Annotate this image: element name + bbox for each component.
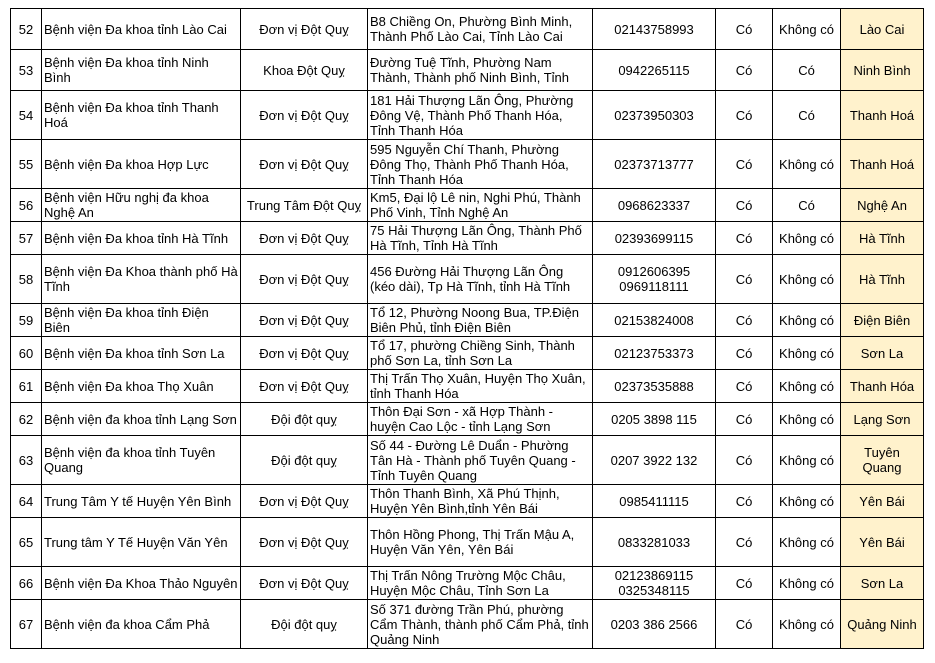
cell-col7: Không có bbox=[773, 518, 841, 567]
table-row bbox=[11, 485, 924, 518]
cell-no: 55 bbox=[11, 140, 42, 189]
cell-province: Thanh Hóa bbox=[841, 370, 924, 403]
cell-hospital-name: Trung tâm Y Tế Huyện Văn Yên bbox=[42, 518, 241, 567]
cell-hospital-name: Bệnh viện đa khoa tỉnh Tuyên Quang bbox=[42, 436, 241, 485]
cell-col6: Có bbox=[716, 403, 773, 436]
table-row bbox=[11, 403, 924, 436]
cell-hospital-name: Bệnh viện Đa khoa tỉnh Sơn La bbox=[42, 337, 241, 370]
cell-unit: Đơn vị Đột Quỵ bbox=[241, 485, 368, 518]
cell-col7: Không có bbox=[773, 304, 841, 337]
table-row bbox=[11, 304, 924, 337]
cell-phone: 02153824008 bbox=[593, 304, 716, 337]
cell-unit: Đội đột quỵ bbox=[241, 600, 368, 649]
cell-unit: Trung Tâm Đột Quỵ bbox=[241, 189, 368, 222]
table-row bbox=[11, 370, 924, 403]
cell-no: 64 bbox=[11, 485, 42, 518]
cell-address: Thôn Đại Sơn - xã Hợp Thành - huyện Cao Lộc - tỉnh Lạng Sơn bbox=[368, 403, 593, 436]
cell-address: Số 371 đường Trần Phú, phường Cẩm Thành, thành phố Cẩm Phả, tỉnh Quảng Ninh bbox=[368, 600, 593, 649]
cell-col6: Có bbox=[716, 255, 773, 304]
cell-col6: Có bbox=[716, 140, 773, 189]
cell-col7: Không có bbox=[773, 370, 841, 403]
table-row bbox=[11, 140, 924, 189]
cell-col7: Không có bbox=[773, 140, 841, 189]
cell-unit: Đơn vị Đột Quỵ bbox=[241, 9, 368, 50]
cell-province: Điện Biên bbox=[841, 304, 924, 337]
cell-col6: Có bbox=[716, 304, 773, 337]
table-row bbox=[11, 337, 924, 370]
cell-col6: Có bbox=[716, 50, 773, 91]
cell-phone: 0205 3898 115 bbox=[593, 403, 716, 436]
cell-col7: Không có bbox=[773, 337, 841, 370]
cell-hospital-name: Bệnh viện Đa khoa tỉnh Lào Cai bbox=[42, 9, 241, 50]
cell-province: Quảng Ninh bbox=[841, 600, 924, 649]
cell-col7: Có bbox=[773, 50, 841, 91]
cell-col6: Có bbox=[716, 9, 773, 50]
table-row bbox=[11, 9, 924, 50]
cell-col6: Có bbox=[716, 600, 773, 649]
table-row bbox=[11, 222, 924, 255]
cell-no: 61 bbox=[11, 370, 42, 403]
cell-hospital-name: Bệnh viện Đa khoa tỉnh Ninh Bình bbox=[42, 50, 241, 91]
cell-no: 65 bbox=[11, 518, 42, 567]
cell-phone: 0942265115 bbox=[593, 50, 716, 91]
cell-phone: 02373535888 bbox=[593, 370, 716, 403]
cell-no: 58 bbox=[11, 255, 42, 304]
table-row bbox=[11, 600, 924, 649]
cell-hospital-name: Bệnh viện Đa Khoa Thảo Nguyên bbox=[42, 567, 241, 600]
cell-address: Đường Tuệ Tĩnh, Phường Nam Thành, Thành phố Ninh Bình, Tỉnh bbox=[368, 50, 593, 91]
cell-unit: Đơn vị Đột Quỵ bbox=[241, 304, 368, 337]
cell-unit: Đơn vị Đột Quỵ bbox=[241, 337, 368, 370]
cell-phone: 0203 386 2566 bbox=[593, 600, 716, 649]
cell-col6: Có bbox=[716, 91, 773, 140]
cell-no: 67 bbox=[11, 600, 42, 649]
cell-unit: Đơn vị Đột Quỵ bbox=[241, 140, 368, 189]
cell-hospital-name: Bệnh viện Đa khoa tỉnh Điện Biên bbox=[42, 304, 241, 337]
cell-hospital-name: Bệnh viện Đa khoa tỉnh Thanh Hoá bbox=[42, 91, 241, 140]
cell-unit: Đơn vị Đột Quỵ bbox=[241, 255, 368, 304]
cell-unit: Đơn vị Đột Quỵ bbox=[241, 91, 368, 140]
cell-province: Tuyên Quang bbox=[841, 436, 924, 485]
cell-address: B8 Chiềng On, Phường Bình Minh, Thành Phố Lào Cai, Tỉnh Lào Cai bbox=[368, 9, 593, 50]
cell-col7: Không có bbox=[773, 485, 841, 518]
cell-province: Hà Tĩnh bbox=[841, 255, 924, 304]
cell-col7: Không có bbox=[773, 9, 841, 50]
cell-phone: 02393699115 bbox=[593, 222, 716, 255]
cell-unit: Đơn vị Đột Quỵ bbox=[241, 222, 368, 255]
cell-no: 60 bbox=[11, 337, 42, 370]
cell-address: 595 Nguyễn Chí Thanh, Phường Đông Thọ, Thành Phố Thanh Hóa, Tỉnh Thanh Hóa bbox=[368, 140, 593, 189]
cell-hospital-name: Bệnh viện đa khoa Cẩm Phả bbox=[42, 600, 241, 649]
cell-address: Số 44 - Đường Lê Duẩn - Phường Tân Hà - Thành phố Tuyên Quang - Tỉnh Tuyên Quang bbox=[368, 436, 593, 485]
cell-no: 57 bbox=[11, 222, 42, 255]
table-body bbox=[11, 9, 924, 649]
cell-col6: Có bbox=[716, 189, 773, 222]
table-row bbox=[11, 518, 924, 567]
table-row bbox=[11, 50, 924, 91]
hospital-table-container bbox=[10, 8, 924, 649]
cell-province: Sơn La bbox=[841, 337, 924, 370]
cell-col7: Không có bbox=[773, 436, 841, 485]
cell-no: 53 bbox=[11, 50, 42, 91]
cell-address: Thôn Thanh Bình, Xã Phú Thịnh, Huyện Yên Bình,tỉnh Yên Bái bbox=[368, 485, 593, 518]
cell-col6: Có bbox=[716, 485, 773, 518]
cell-address: Tổ 12, Phường Noong Bua, TP.Điện Biên Phủ, tỉnh Điện Biên bbox=[368, 304, 593, 337]
cell-unit: Đơn vị Đột Quỵ bbox=[241, 567, 368, 600]
cell-phone: 0968623337 bbox=[593, 189, 716, 222]
cell-address: Km5, Đại lộ Lê nin, Nghi Phú, Thành Phố Vinh, Tỉnh Nghệ An bbox=[368, 189, 593, 222]
cell-no: 52 bbox=[11, 9, 42, 50]
cell-hospital-name: Bệnh viện Đa khoa tỉnh Hà Tĩnh bbox=[42, 222, 241, 255]
cell-phone: 0833281033 bbox=[593, 518, 716, 567]
cell-col6: Có bbox=[716, 337, 773, 370]
cell-no: 62 bbox=[11, 403, 42, 436]
cell-address: Thị Trấn Thọ Xuân, Huyện Thọ Xuân, tỉnh Thanh Hóa bbox=[368, 370, 593, 403]
cell-no: 54 bbox=[11, 91, 42, 140]
cell-col7: Có bbox=[773, 189, 841, 222]
cell-no: 59 bbox=[11, 304, 42, 337]
cell-unit: Đội đột quỵ bbox=[241, 403, 368, 436]
cell-phone: 02123753373 bbox=[593, 337, 716, 370]
table-row bbox=[11, 567, 924, 600]
cell-unit: Đơn vị Đột Quỵ bbox=[241, 518, 368, 567]
cell-hospital-name: Trung Tâm Y tế Huyện Yên Bình bbox=[42, 485, 241, 518]
cell-col7: Có bbox=[773, 91, 841, 140]
cell-address: Thôn Hồng Phong, Thị Trấn Mậu A, Huyện Văn Yên, Yên Bái bbox=[368, 518, 593, 567]
cell-col7: Không có bbox=[773, 567, 841, 600]
cell-hospital-name: Bệnh viện Đa khoa Thọ Xuân bbox=[42, 370, 241, 403]
cell-col6: Có bbox=[716, 567, 773, 600]
cell-phone: 0985411115 bbox=[593, 485, 716, 518]
cell-address: 181 Hải Thượng Lãn Ông, Phường Đông Vệ, Thành Phố Thanh Hóa, Tỉnh Thanh Hóa bbox=[368, 91, 593, 140]
cell-province: Thanh Hoá bbox=[841, 91, 924, 140]
cell-no: 63 bbox=[11, 436, 42, 485]
cell-address: 456 Đường Hải Thượng Lãn Ông (kéo dài), Tp Hà Tĩnh, tỉnh Hà Tĩnh bbox=[368, 255, 593, 304]
table-row bbox=[11, 189, 924, 222]
cell-phone: 02143758993 bbox=[593, 9, 716, 50]
cell-hospital-name: Bệnh viện Đa Khoa thành phố Hà Tĩnh bbox=[42, 255, 241, 304]
cell-no: 56 bbox=[11, 189, 42, 222]
cell-phone: 0912606395 0969118111 bbox=[593, 255, 716, 304]
cell-phone: 02373950303 bbox=[593, 91, 716, 140]
cell-address: 75 Hải Thượng Lãn Ông, Thành Phố Hà Tĩnh, Tỉnh Hà Tĩnh bbox=[368, 222, 593, 255]
cell-phone: 02123869115 0325348115 bbox=[593, 567, 716, 600]
table-row bbox=[11, 91, 924, 140]
cell-province: Lào Cai bbox=[841, 9, 924, 50]
cell-province: Ninh Bình bbox=[841, 50, 924, 91]
cell-hospital-name: Bệnh viện Đa khoa Hợp Lực bbox=[42, 140, 241, 189]
cell-province: Yên Bái bbox=[841, 518, 924, 567]
cell-phone: 0207 3922 132 bbox=[593, 436, 716, 485]
cell-col7: Không có bbox=[773, 600, 841, 649]
cell-province: Lạng Sơn bbox=[841, 403, 924, 436]
cell-col6: Có bbox=[716, 370, 773, 403]
cell-address: Tổ 17, phường Chiềng Sinh, Thành phố Sơn La, tỉnh Sơn La bbox=[368, 337, 593, 370]
cell-phone: 02373713777 bbox=[593, 140, 716, 189]
hospital-table bbox=[10, 8, 924, 649]
cell-province: Yên Bái bbox=[841, 485, 924, 518]
cell-no: 66 bbox=[11, 567, 42, 600]
table-row bbox=[11, 255, 924, 304]
cell-col6: Có bbox=[716, 436, 773, 485]
cell-col7: Không có bbox=[773, 222, 841, 255]
cell-province: Sơn La bbox=[841, 567, 924, 600]
cell-col6: Có bbox=[716, 222, 773, 255]
cell-col7: Không có bbox=[773, 255, 841, 304]
cell-unit: Đơn vị Đột Quỵ bbox=[241, 370, 368, 403]
cell-col7: Không có bbox=[773, 403, 841, 436]
cell-unit: Khoa Đột Quỵ bbox=[241, 50, 368, 91]
cell-province: Nghệ An bbox=[841, 189, 924, 222]
table-row bbox=[11, 436, 924, 485]
cell-province: Hà Tĩnh bbox=[841, 222, 924, 255]
cell-hospital-name: Bệnh viện Hữu nghị đa khoa Nghệ An bbox=[42, 189, 241, 222]
cell-address: Thị Trấn Nông Trường Mộc Châu, Huyện Mộc Châu, Tỉnh Sơn La bbox=[368, 567, 593, 600]
cell-unit: Đội đột quỵ bbox=[241, 436, 368, 485]
cell-col6: Có bbox=[716, 518, 773, 567]
cell-province: Thanh Hoá bbox=[841, 140, 924, 189]
cell-hospital-name: Bệnh viện đa khoa tỉnh Lạng Sơn bbox=[42, 403, 241, 436]
